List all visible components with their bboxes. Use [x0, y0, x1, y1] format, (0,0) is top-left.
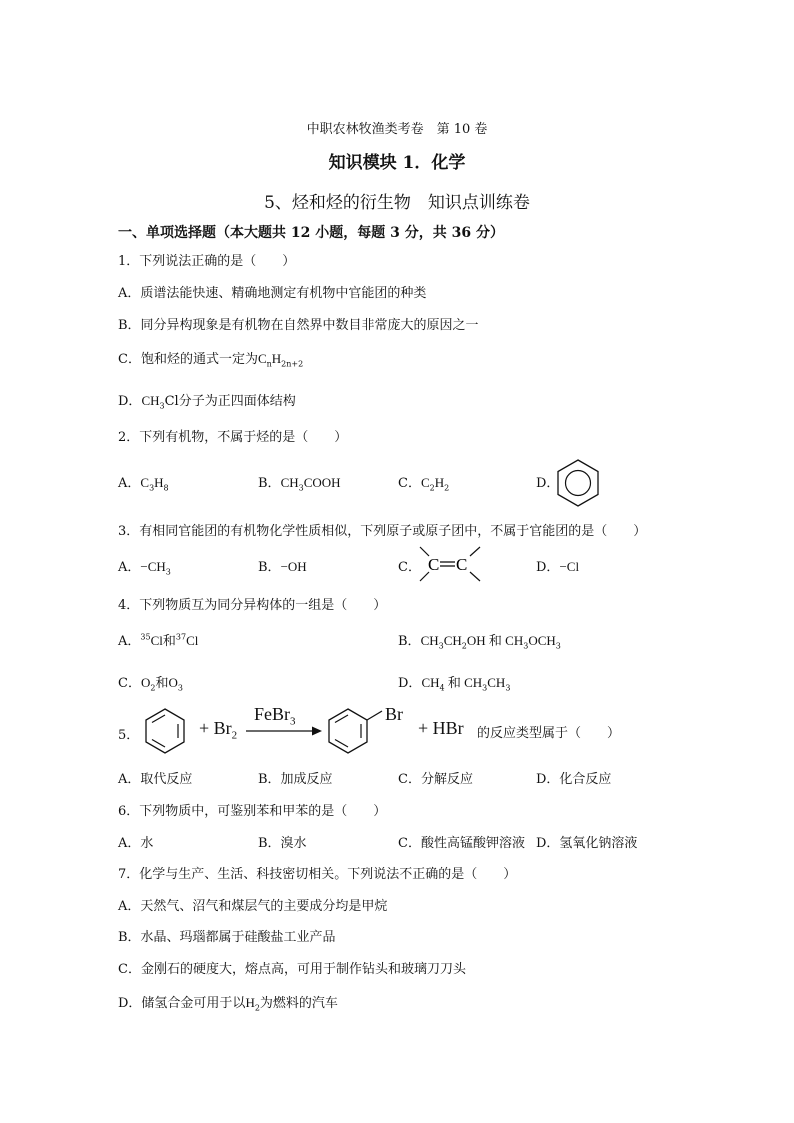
- module-title: 知识模块 1．化学: [328, 153, 466, 173]
- q2-b-rest: COOH: [303, 475, 341, 490]
- q1-d-rest: Cl分子为正四面体结构: [164, 394, 296, 409]
- q2-option-d-label: D．: [536, 476, 560, 491]
- q2-a-c-sub: 3: [149, 483, 155, 493]
- q5-plus2: +: [418, 718, 429, 738]
- q2-benzene-icon: [555, 458, 601, 506]
- q7-d-prefix: D．储氢合金可用于以: [118, 996, 246, 1011]
- q4-d-t2: 和 CH: [444, 675, 483, 690]
- q6-option-c: C．酸性高锰酸钾溶液: [398, 836, 525, 851]
- q4-c-label: C．: [118, 676, 141, 691]
- q7-d-h: H: [245, 995, 255, 1010]
- q4-c-t1: O: [140, 675, 151, 690]
- q5-br2: [199, 718, 237, 742]
- q4-d-t3: CH: [487, 675, 506, 690]
- q1-c-formula-h: H: [271, 351, 282, 366]
- q2-option-c: [398, 472, 449, 493]
- section-title: 一、单项选择题（本大题共 12 小题，每题 3 分，共 36 分）: [118, 225, 504, 241]
- q3-b-label: B．: [258, 560, 281, 575]
- q4-a-t1: Cl和: [150, 633, 176, 648]
- q1-d-sub: 3: [159, 401, 165, 411]
- q5-catalyst-text: FeBr: [254, 704, 290, 724]
- q5-number: 5．: [118, 728, 140, 743]
- exam-title: 中职农林牧渔类考卷 第 10 卷: [306, 122, 488, 137]
- q3-option-b: [258, 556, 307, 575]
- q7-d-rest: 为燃料的汽车: [259, 996, 338, 1011]
- q2-b-label: B．: [258, 476, 281, 491]
- q4-option-c: [118, 672, 183, 693]
- q4-d-t1: CH: [421, 675, 440, 690]
- q5-br: Br: [385, 704, 403, 724]
- q5-bromobenzene-icon: [326, 707, 392, 755]
- q2-option-b: [258, 472, 341, 493]
- q4-c-t2: 和O: [155, 675, 178, 690]
- q1-option-d: [118, 390, 296, 411]
- q2-a-h: H: [154, 475, 164, 490]
- q7-option-c: C．金刚石的硬度大，熔点高，可用于制作钻头和玻璃刀刀头: [118, 962, 466, 977]
- q2-c-h: H: [434, 475, 445, 490]
- q5-option-c: C．分解反应: [398, 772, 473, 787]
- q7-d-sub: 2: [254, 1003, 260, 1013]
- q4-d-s1: 4: [439, 683, 445, 693]
- q2-stem: 2．下列有机物，不属于烃的是（ ）: [118, 430, 348, 445]
- q3-option-c-label: C．: [398, 560, 421, 575]
- q1-c-prefix: C．饱和烃的通式一定为: [118, 352, 258, 367]
- q1-option-c: [118, 348, 303, 369]
- q4-b-t2: CH: [443, 633, 462, 648]
- q3-a-label: A．: [118, 560, 141, 575]
- q5-br2-text: Br: [213, 718, 232, 738]
- q4-a-label: A．: [118, 634, 141, 649]
- q3-b-text: −OH: [280, 559, 307, 574]
- q1-option-a: A．质谱法能快速、精确地测定有机物中官能团的种类: [118, 286, 427, 301]
- q2-option-a: [118, 472, 169, 493]
- q7-option-b: B．水晶、玛瑙都属于硅酸盐工业产品: [118, 930, 336, 945]
- q4-d-s3: 3: [505, 683, 511, 693]
- q1-c-formula-c: C: [257, 351, 267, 366]
- q4-b-label: B．: [398, 634, 421, 649]
- q4-b-s3: 3: [523, 641, 529, 651]
- q1-c-sub-n: n: [266, 359, 272, 369]
- q2-c-c-sub: 2: [429, 483, 435, 493]
- q2-c-h-sub: 2: [444, 483, 450, 493]
- q6-option-b: B．溴水: [258, 836, 307, 851]
- q3-a-sub: 3: [165, 567, 171, 577]
- q4-option-d: [398, 672, 510, 693]
- q2-b-formula: CH: [280, 475, 299, 490]
- q5-benzene-icon: [143, 707, 187, 755]
- q5-tail: 的反应类型属于（ ）: [477, 726, 621, 741]
- q4-b-s1: 3: [438, 641, 444, 651]
- q3-option-a: [118, 556, 171, 577]
- q4-option-a: [118, 630, 198, 649]
- q4-c-s2: 3: [177, 683, 183, 693]
- q1-d-prefix: D．: [118, 394, 142, 409]
- q4-b-t4: OCH: [528, 633, 556, 648]
- q4-b-t3: OH 和 CH: [466, 633, 524, 648]
- q4-a-sup1: 35: [140, 632, 151, 642]
- q4-b-s2: 2: [461, 641, 467, 651]
- q5-arrow-icon: [246, 725, 322, 737]
- q4-stem: 4．下列物质互为同分异构体的一组是（ ）: [118, 598, 387, 613]
- q5-catalyst-sub: 3: [290, 715, 296, 728]
- q2-c-c: C: [420, 475, 430, 490]
- q3-a-text: −CH: [140, 559, 166, 574]
- q5-option-b: B．加成反应: [258, 772, 333, 787]
- q4-option-b: [398, 630, 561, 651]
- q3-option-d: [536, 556, 579, 575]
- q3-d-text: −Cl: [559, 559, 580, 574]
- q7-option-d: [118, 992, 338, 1013]
- q4-a-sup2: 37: [175, 632, 187, 642]
- q6-option-a: A．水: [118, 836, 154, 851]
- q1-d-formula: CH: [141, 393, 160, 408]
- q3-c-left: C: [428, 555, 440, 574]
- q6-stem: 6．下列物质中，可鉴别苯和甲苯的是（ ）: [118, 804, 387, 819]
- q6-option-d: D．氢氧化钠溶液: [536, 836, 638, 851]
- q5-plus1: +: [199, 718, 210, 738]
- q4-d-s2: 3: [482, 683, 488, 693]
- q1-c-sub-2n2: 2n+2: [281, 359, 304, 369]
- q3-d-label: D．: [536, 560, 560, 575]
- q5-option-a: A．取代反应: [118, 772, 193, 787]
- q7-stem: 7．化学与生产、生活、科技密切相关。下列说法不正确的是（ ）: [118, 867, 517, 882]
- q4-b-s4: 3: [555, 641, 561, 651]
- q2-a-label: A．: [118, 476, 141, 491]
- q2-c-label: C．: [398, 476, 421, 491]
- q4-d-label: D．: [398, 676, 422, 691]
- q1-stem: 1．下列说法正确的是（ ）: [118, 254, 296, 269]
- q1-option-b: B．同分异构现象是有机物在自然界中数目非常庞大的原因之一: [118, 318, 479, 333]
- q2-a-c: C: [140, 475, 150, 490]
- chapter-title: 5、烃和烃的衍生物 知识点训练卷: [264, 193, 530, 213]
- q4-b-t1: CH: [420, 633, 439, 648]
- q5-hbr-text: HBr: [432, 718, 464, 738]
- q5-option-d: D．化合反应: [536, 772, 612, 787]
- q5-br2-sub: 2: [231, 729, 238, 742]
- q3-double-bond-icon: [418, 545, 484, 583]
- q7-option-a: A．天然气、沼气和煤层气的主要成分均是甲烷: [118, 899, 388, 914]
- q4-a-t2: Cl: [186, 633, 199, 648]
- q2-a-h-sub: 8: [163, 483, 169, 493]
- q5-hbr: [418, 718, 464, 739]
- q2-b-sub: 3: [298, 483, 304, 493]
- q3-c-right: C: [456, 555, 468, 574]
- q4-c-s1: 2: [150, 683, 156, 693]
- q3-stem: 3．有相同官能团的有机物化学性质相似，下列原子或原子团中，不属于官能团的是（ ）: [118, 524, 647, 539]
